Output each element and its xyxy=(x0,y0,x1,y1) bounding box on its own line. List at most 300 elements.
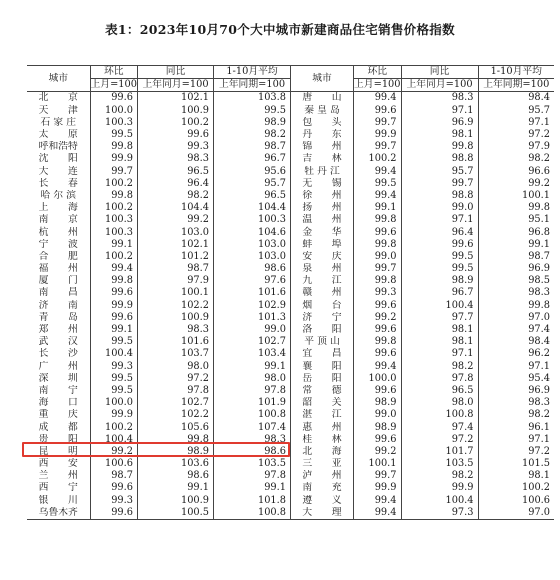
table-title: 表1：2023年10月70个大中城市新建商品住宅销售价格指数 xyxy=(105,22,455,37)
table-row xyxy=(27,117,554,129)
yoy-cell: 97.1 xyxy=(401,105,478,117)
city-cell: 武 汉 xyxy=(38,336,78,348)
city-cell: 无 锡 xyxy=(302,177,342,189)
yoy-cell: 101.2 xyxy=(138,251,214,263)
yoy-cell: 103.6 xyxy=(138,458,214,470)
mom-cell: 99.8 xyxy=(90,275,138,287)
yoy-cell: 98.1 xyxy=(401,324,478,336)
avg-cell: 107.4 xyxy=(214,421,291,433)
table-row xyxy=(27,92,554,105)
yoy-cell: 98.9 xyxy=(138,446,214,458)
avg-cell: 98.3 xyxy=(478,397,554,409)
mom-cell: 100.2 xyxy=(90,251,138,263)
yoy-cell: 101.7 xyxy=(401,446,478,458)
yoy-cell: 99.0 xyxy=(401,202,478,214)
yoy-cell: 99.6 xyxy=(401,239,478,251)
mom-cell: 99.8 xyxy=(354,239,402,251)
table-row xyxy=(27,190,554,202)
mom-cell: 99.4 xyxy=(354,361,402,373)
yoy-cell: 100.9 xyxy=(138,312,214,324)
avg-cell: 95.4 xyxy=(478,373,554,385)
avg-cell: 102.9 xyxy=(214,300,291,312)
mom-cell: 98.9 xyxy=(354,421,402,433)
table-row xyxy=(27,507,554,520)
yoy-cell: 102.2 xyxy=(138,300,214,312)
mom-cell: 99.6 xyxy=(90,482,138,494)
avg-cell: 97.0 xyxy=(478,312,554,324)
table-row xyxy=(27,458,554,470)
yoy-cell: 98.3 xyxy=(138,324,214,336)
mom-cell: 99.2 xyxy=(354,312,402,324)
yoy-cell: 98.9 xyxy=(401,275,478,287)
avg-cell: 98.3 xyxy=(478,287,554,299)
avg-cell: 97.6 xyxy=(214,275,291,287)
avg-cell: 99.2 xyxy=(478,178,554,190)
city-cell: 扬 州 xyxy=(302,202,342,214)
yoy-cell: 104.4 xyxy=(138,202,214,214)
city-cell: 银 川 xyxy=(38,494,78,506)
table-row xyxy=(27,214,554,226)
yoy-cell: 97.8 xyxy=(138,385,214,397)
yoy-cell: 99.2 xyxy=(138,214,214,226)
mom-cell: 99.9 xyxy=(90,409,138,421)
avg-cell: 95.6 xyxy=(214,166,291,178)
yoy-cell: 100.9 xyxy=(138,105,214,117)
yoy-cell: 100.2 xyxy=(138,117,214,129)
avg-cell: 98.4 xyxy=(478,336,554,348)
city-cell: 宜 昌 xyxy=(302,348,342,360)
mom-cell: 98.9 xyxy=(354,397,402,409)
yoy-cell: 100.9 xyxy=(138,495,214,507)
city-cell: 桂 林 xyxy=(302,433,342,445)
table-row xyxy=(27,275,554,287)
mom-cell: 99.5 xyxy=(90,373,138,385)
mom-cell: 99.7 xyxy=(90,166,138,178)
avg-cell: 103.0 xyxy=(214,239,291,251)
mom-cell: 99.6 xyxy=(90,287,138,299)
avg-cell: 96.5 xyxy=(214,190,291,202)
city-cell: 杭 州 xyxy=(38,226,78,238)
avg-header: 1-10月平均 xyxy=(214,66,291,79)
mom-cell: 99.9 xyxy=(90,153,138,165)
avg-cell: 97.9 xyxy=(478,141,554,153)
avg-cell: 96.9 xyxy=(478,385,554,397)
table-row xyxy=(27,300,554,312)
city-cell: 郑 州 xyxy=(38,324,78,336)
mom-cell: 99.6 xyxy=(354,434,402,446)
mom-cell: 100.0 xyxy=(90,105,138,117)
mom-cell: 99.8 xyxy=(354,275,402,287)
yoy-cell: 102.7 xyxy=(138,397,214,409)
city-cell: 济 南 xyxy=(38,299,78,311)
avg-subheader: 上年同期=100 xyxy=(478,79,554,92)
city-cell: 三 亚 xyxy=(302,458,342,470)
city-cell: 安 庆 xyxy=(302,250,342,262)
city-cell: 广 州 xyxy=(38,360,78,372)
avg-cell: 101.5 xyxy=(478,458,554,470)
mom-cell: 99.2 xyxy=(354,446,402,458)
avg-cell: 98.3 xyxy=(214,434,291,446)
avg-cell: 100.1 xyxy=(478,190,554,202)
avg-cell: 100.2 xyxy=(478,482,554,494)
city-cell: 大 连 xyxy=(38,165,78,177)
mom-cell: 99.0 xyxy=(354,409,402,421)
mom-cell: 100.2 xyxy=(90,421,138,433)
yoy-cell: 98.8 xyxy=(401,190,478,202)
yoy-cell: 98.6 xyxy=(138,470,214,482)
city-cell: 泉 州 xyxy=(302,263,342,275)
mom-cell: 99.6 xyxy=(90,507,138,520)
avg-cell: 101.3 xyxy=(214,312,291,324)
yoy-subheader: 上年同月=100 xyxy=(138,79,214,92)
avg-cell: 101.8 xyxy=(214,495,291,507)
mom-cell: 100.0 xyxy=(354,373,402,385)
table-row xyxy=(27,397,554,409)
mom-cell: 100.6 xyxy=(90,458,138,470)
city-cell: 哈 尔 滨 xyxy=(40,189,77,201)
city-cell: 北 京 xyxy=(27,92,90,105)
city-cell: 石 家 庄 xyxy=(40,116,77,128)
city-cell: 金 华 xyxy=(302,226,342,238)
mom-header: 环比 xyxy=(354,66,402,79)
avg-cell: 103.8 xyxy=(214,92,291,105)
mom-cell: 99.2 xyxy=(90,446,138,458)
mom-cell: 99.9 xyxy=(90,300,138,312)
avg-header: 1-10月平均 xyxy=(478,66,554,79)
avg-cell: 98.4 xyxy=(478,92,554,105)
mom-cell: 99.3 xyxy=(90,361,138,373)
avg-cell: 98.6 xyxy=(214,263,291,275)
mom-cell: 99.1 xyxy=(354,202,402,214)
avg-cell: 96.6 xyxy=(478,166,554,178)
mom-cell: 100.3 xyxy=(90,117,138,129)
city-cell: 北 海 xyxy=(302,445,342,457)
avg-cell: 96.7 xyxy=(214,153,291,165)
avg-cell: 101.6 xyxy=(214,287,291,299)
yoy-cell: 96.5 xyxy=(401,385,478,397)
avg-cell: 97.8 xyxy=(214,470,291,482)
yoy-cell: 96.4 xyxy=(138,178,214,190)
mom-cell: 99.1 xyxy=(90,239,138,251)
yoy-cell: 100.1 xyxy=(138,287,214,299)
avg-cell: 99.5 xyxy=(214,105,291,117)
avg-cell: 99.8 xyxy=(478,300,554,312)
avg-cell: 95.1 xyxy=(478,214,554,226)
city-header: 城市 xyxy=(27,66,90,92)
table-row xyxy=(27,287,554,299)
mom-cell: 99.3 xyxy=(354,287,402,299)
mom-cell: 99.5 xyxy=(354,178,402,190)
avg-cell: 96.9 xyxy=(478,263,554,275)
table-row xyxy=(27,251,554,263)
mom-cell: 99.5 xyxy=(90,336,138,348)
city-cell: 烟 台 xyxy=(302,299,342,311)
mom-cell: 99.9 xyxy=(354,129,402,141)
avg-cell: 96.1 xyxy=(478,421,554,433)
avg-cell: 98.6 xyxy=(214,446,291,458)
avg-cell: 104.4 xyxy=(214,202,291,214)
yoy-cell: 98.2 xyxy=(401,361,478,373)
mom-cell: 99.6 xyxy=(354,300,402,312)
yoy-cell: 97.2 xyxy=(401,434,478,446)
mom-cell: 99.7 xyxy=(354,263,402,275)
city-cell: 湛 江 xyxy=(302,409,342,421)
mom-cell: 99.3 xyxy=(90,495,138,507)
yoy-cell: 96.9 xyxy=(401,117,478,129)
table-row xyxy=(27,336,554,348)
avg-cell: 102.7 xyxy=(214,336,291,348)
yoy-cell: 96.5 xyxy=(138,166,214,178)
avg-cell: 95.7 xyxy=(214,178,291,190)
city-cell: 成 都 xyxy=(38,421,78,433)
avg-cell: 99.8 xyxy=(478,202,554,214)
yoy-cell: 103.0 xyxy=(138,226,214,238)
yoy-cell: 98.0 xyxy=(401,397,478,409)
city-cell: 青 岛 xyxy=(38,311,78,323)
yoy-cell: 98.2 xyxy=(401,470,478,482)
avg-cell: 104.6 xyxy=(214,226,291,238)
table-row xyxy=(27,482,554,494)
avg-cell: 98.9 xyxy=(214,117,291,129)
header-row xyxy=(27,66,554,79)
table-row xyxy=(27,324,554,336)
yoy-cell: 103.5 xyxy=(401,458,478,470)
yoy-cell: 97.1 xyxy=(401,214,478,226)
table-row xyxy=(27,385,554,397)
city-cell: 襄 阳 xyxy=(302,360,342,372)
city-cell: 惠 州 xyxy=(302,421,342,433)
city-cell: 济 宁 xyxy=(302,311,342,323)
table-row xyxy=(27,409,554,421)
yoy-cell: 97.2 xyxy=(138,373,214,385)
mom-cell: 99.4 xyxy=(354,495,402,507)
yoy-cell: 100.4 xyxy=(401,300,478,312)
table-row xyxy=(27,141,554,153)
yoy-header: 同比 xyxy=(138,66,214,79)
mom-cell: 99.6 xyxy=(90,92,138,105)
table-row xyxy=(27,226,554,238)
city-cell: 上 海 xyxy=(38,202,78,214)
yoy-cell: 100.5 xyxy=(138,507,214,520)
city-cell: 常 德 xyxy=(302,384,342,396)
avg-cell: 97.8 xyxy=(214,385,291,397)
mom-cell: 100.3 xyxy=(90,226,138,238)
mom-cell: 99.4 xyxy=(354,166,402,178)
mom-cell: 99.5 xyxy=(90,129,138,141)
avg-cell: 103.4 xyxy=(214,348,291,360)
table-row xyxy=(27,361,554,373)
yoy-cell: 99.9 xyxy=(401,482,478,494)
city-cell: 温 州 xyxy=(302,214,342,226)
city-cell: 大 理 xyxy=(291,507,354,520)
avg-cell: 98.7 xyxy=(214,141,291,153)
avg-cell: 98.2 xyxy=(214,129,291,141)
avg-cell: 97.1 xyxy=(478,117,554,129)
table-row xyxy=(27,470,554,482)
table-row xyxy=(27,202,554,214)
table-row xyxy=(27,166,554,178)
city-cell: 福 州 xyxy=(38,263,78,275)
yoy-cell: 102.1 xyxy=(138,239,214,251)
table-row xyxy=(27,129,554,141)
city-cell: 九 江 xyxy=(302,275,342,287)
city-cell: 赣 州 xyxy=(302,287,342,299)
city-cell: 南 昌 xyxy=(38,287,78,299)
yoy-cell: 97.4 xyxy=(401,421,478,433)
yoy-cell: 99.7 xyxy=(401,178,478,190)
mom-cell: 100.0 xyxy=(90,397,138,409)
table-row xyxy=(27,495,554,507)
city-cell: 宁 波 xyxy=(38,238,78,250)
yoy-cell: 98.7 xyxy=(138,263,214,275)
mom-cell: 99.6 xyxy=(354,348,402,360)
yoy-cell: 95.7 xyxy=(401,166,478,178)
avg-cell: 96.8 xyxy=(478,226,554,238)
mom-cell: 100.4 xyxy=(90,434,138,446)
avg-cell: 98.2 xyxy=(478,153,554,165)
city-cell: 泸 州 xyxy=(302,470,342,482)
city-cell: 兰 州 xyxy=(38,470,78,482)
avg-cell: 97.1 xyxy=(478,361,554,373)
mom-cell: 99.6 xyxy=(90,312,138,324)
city-cell: 洛 阳 xyxy=(302,324,342,336)
yoy-cell: 98.1 xyxy=(401,336,478,348)
mom-cell: 99.8 xyxy=(354,214,402,226)
city-cell: 西 宁 xyxy=(38,482,78,494)
avg-cell: 98.5 xyxy=(478,275,554,287)
mom-cell: 99.8 xyxy=(90,141,138,153)
avg-cell: 97.4 xyxy=(478,324,554,336)
yoy-cell: 100.4 xyxy=(401,495,478,507)
city-cell: 太 原 xyxy=(38,129,78,141)
city-cell: 沈 阳 xyxy=(38,153,78,165)
avg-cell: 101.9 xyxy=(214,397,291,409)
city-cell: 南 充 xyxy=(302,482,342,494)
avg-cell: 98.0 xyxy=(214,373,291,385)
avg-cell: 98.7 xyxy=(478,251,554,263)
city-cell: 平 顶 山 xyxy=(304,336,340,348)
city-cell: 深 圳 xyxy=(38,372,78,384)
yoy-cell: 99.8 xyxy=(401,141,478,153)
mom-subheader: 上月=100 xyxy=(90,79,138,91)
avg-cell: 98.1 xyxy=(478,470,554,482)
yoy-cell: 99.1 xyxy=(138,482,214,494)
mom-cell: 99.4 xyxy=(354,92,402,105)
yoy-cell: 97.8 xyxy=(401,373,478,385)
yoy-cell: 97.3 xyxy=(401,507,478,520)
yoy-cell: 96.4 xyxy=(401,226,478,238)
city-cell: 吉 林 xyxy=(302,153,342,165)
avg-cell: 97.2 xyxy=(478,446,554,458)
mom-cell: 99.8 xyxy=(354,336,402,348)
yoy-cell: 98.3 xyxy=(401,92,478,105)
city-cell: 南 京 xyxy=(38,214,78,226)
mom-cell: 100.2 xyxy=(90,178,138,190)
mom-cell: 99.4 xyxy=(90,263,138,275)
mom-cell: 99.9 xyxy=(354,482,402,494)
yoy-cell: 101.6 xyxy=(138,336,214,348)
table-row xyxy=(27,263,554,275)
mom-cell: 99.6 xyxy=(354,226,402,238)
avg-subheader: 上年同期=100 xyxy=(214,79,291,92)
city-cell: 天 津 xyxy=(38,104,78,116)
highlight-box xyxy=(22,442,290,457)
mom-cell: 99.4 xyxy=(354,507,402,520)
mom-cell: 99.7 xyxy=(354,470,402,482)
avg-cell: 100.6 xyxy=(478,495,554,507)
mom-cell: 99.0 xyxy=(354,251,402,263)
yoy-cell: 102.2 xyxy=(138,409,214,421)
mom-cell: 100.4 xyxy=(90,348,138,360)
mom-cell: 98.7 xyxy=(90,470,138,482)
city-cell: 长 春 xyxy=(38,177,78,189)
city-cell: 锦 州 xyxy=(302,141,342,153)
city-cell: 西 安 xyxy=(38,458,78,470)
avg-cell: 99.1 xyxy=(214,361,291,373)
city-cell: 包 头 xyxy=(302,116,342,128)
table-row xyxy=(27,239,554,251)
avg-cell: 103.0 xyxy=(214,251,291,263)
yoy-cell: 98.1 xyxy=(401,129,478,141)
city-cell: 长 沙 xyxy=(38,348,78,360)
city-cell: 唐 山 xyxy=(291,92,354,105)
city-cell: 合 肥 xyxy=(38,250,78,262)
mom-header: 环比 xyxy=(90,66,138,79)
yoy-cell: 99.5 xyxy=(401,263,478,275)
yoy-cell: 98.0 xyxy=(138,361,214,373)
avg-cell: 97.2 xyxy=(478,129,554,141)
mom-cell: 99.6 xyxy=(354,105,402,117)
avg-cell: 96.2 xyxy=(478,348,554,360)
avg-cell: 98.2 xyxy=(478,409,554,421)
city-cell: 乌鲁木齐 xyxy=(27,507,90,520)
city-cell: 昆 明 xyxy=(38,445,78,457)
table-row xyxy=(27,312,554,324)
avg-cell: 97.0 xyxy=(478,507,554,520)
city-cell: 蚌 埠 xyxy=(302,238,342,250)
yoy-cell: 99.3 xyxy=(138,141,214,153)
city-cell: 岳 阳 xyxy=(302,372,342,384)
city-cell: 南 宁 xyxy=(38,384,78,396)
mom-subheader: 上月=100 xyxy=(354,79,401,91)
city-cell: 遵 义 xyxy=(302,494,342,506)
avg-cell: 99.1 xyxy=(478,239,554,251)
avg-cell: 100.8 xyxy=(214,409,291,421)
yoy-cell: 99.6 xyxy=(138,129,214,141)
yoy-cell: 100.8 xyxy=(401,409,478,421)
table-row xyxy=(27,373,554,385)
city-cell: 重 庆 xyxy=(38,409,78,421)
mom-cell: 99.7 xyxy=(354,117,402,129)
avg-cell: 100.3 xyxy=(214,214,291,226)
city-cell: 秦 皇 岛 xyxy=(304,104,340,116)
city-cell: 丹 东 xyxy=(302,129,342,141)
avg-cell: 103.5 xyxy=(214,458,291,470)
yoy-cell: 98.2 xyxy=(138,190,214,202)
avg-cell: 99.1 xyxy=(214,482,291,494)
mom-cell: 99.1 xyxy=(90,324,138,336)
yoy-cell: 97.9 xyxy=(138,275,214,287)
avg-cell: 100.8 xyxy=(214,507,291,520)
table-row xyxy=(27,348,554,360)
yoy-cell: 98.3 xyxy=(138,153,214,165)
yoy-cell: 103.7 xyxy=(138,348,214,360)
avg-cell: 99.0 xyxy=(214,324,291,336)
mom-cell: 99.6 xyxy=(354,385,402,397)
city-cell: 厦 门 xyxy=(38,275,78,287)
city-cell: 牡 丹 江 xyxy=(304,165,340,177)
city-header: 城市 xyxy=(291,66,354,92)
